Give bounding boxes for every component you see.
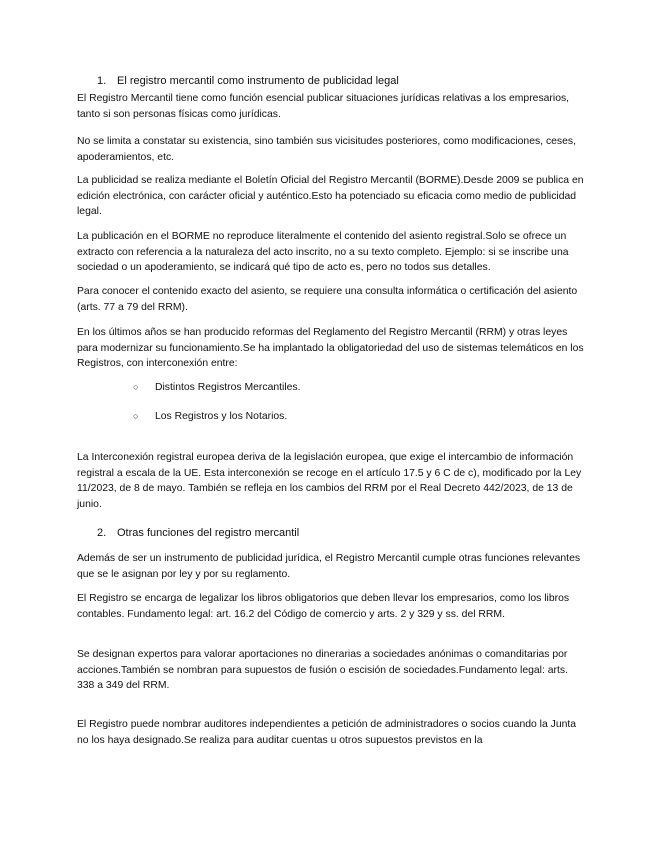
list-item-text: Los Registros y los Notarios. bbox=[155, 411, 288, 422]
paragraph-10: Se designan expertos para valorar aportaciones no dinerarias a sociedades anónimas o comanditarias por acciones.También se nombran para supuestos de fusión o escisión de sociedades.Fundamento legal: arts. 338 a 349 del RRM. bbox=[77, 649, 568, 691]
paragraph-1: El Registro Mercantil tiene como función esencial publicar situaciones jurídicas relativas a los empresarios, tanto si son personas físicas como jurídicas. bbox=[77, 93, 570, 120]
heading-2-text: Otras funciones del registro mercantil bbox=[117, 527, 300, 539]
bullet-icon: ○ bbox=[133, 411, 139, 421]
heading-2 bbox=[97, 526, 299, 542]
heading-1 bbox=[97, 74, 399, 90]
paragraph-6: En los últimos años se han producido reformas del Reglamento del Registro Mercantil (RRM) y otras leyes para modernizar su funcionamiento.Se ha implantado la obligatoriedad del uso de sistemas telemáticos en los Registros, con interconexión entre: bbox=[77, 327, 584, 369]
heading-1-number: 1. bbox=[97, 75, 107, 87]
list-item-text: Distintos Registros Mercantiles. bbox=[155, 382, 301, 393]
list-item bbox=[133, 409, 287, 425]
paragraph-9: El Registro se encarga de legalizar los libros obligatorios que deben llevar los empresarios, como los libros contables. Fundamento legal: art. 16.2 del Código de comercio y arts. 2 y 329 y ss. del RRM. bbox=[77, 593, 570, 620]
paragraph-4: La publicación en el BORME no reproduce literalmente el contenido del asiento registral.Solo se ofrece un extracto con referencia a la naturaleza del acto inscrito, no a su texto completo. Ejemplo: si se inscribe una sociedad o un apoderamiento, se indicará qué tipo de acto es, pero no todos sus detalles. bbox=[77, 231, 569, 273]
paragraph-7: La Interconexión registral europea deriva de la legislación europea, que exige el intercambio de información registral a escala de la UE. Esta interconexión se recoge en el artículo 17.5 y 6 C de c), modificado por la Ley 11/2023, de 8 de mayo. También se refleja en los cambios del RRM por el Real Decreto 442/2023, de 13 de junio. bbox=[77, 452, 582, 510]
paragraph-3: La publicidad se realiza mediante el Boletín Oficial del Registro Mercantil (BORME).Desde 2009 se publica en edición electrónica, con carácter oficial y auténtico.Esto ha potenciado su eficacia como medio de publicidad legal. bbox=[77, 175, 584, 217]
paragraph-11: El Registro puede nombrar auditores independientes a petición de administradores o socios cuando la Junta no los haya designado.Se realiza para auditar cuentas u otros supuestos previstos en la bbox=[77, 719, 577, 746]
heading-1-text: El registro mercantil como instrumento de publicidad legal bbox=[117, 75, 399, 87]
bullet-icon: ○ bbox=[133, 382, 139, 392]
heading-2-number: 2. bbox=[97, 527, 107, 539]
paragraph-2: No se limita a constatar su existencia, sino también sus vicisitudes posteriores, como modificaciones, ceses, apoderamientos, etc. bbox=[77, 136, 576, 163]
paragraph-5: Para conocer el contenido exacto del asiento, se requiere una consulta informática o certificación del asiento (arts. 77 a 79 del RRM). bbox=[77, 286, 578, 313]
paragraph-8: Además de ser un instrumento de publicidad jurídica, el Registro Mercantil cumple otras funciones relevantes que se le asignan por ley y por su reglamento. bbox=[77, 553, 581, 580]
list-item bbox=[133, 380, 301, 396]
